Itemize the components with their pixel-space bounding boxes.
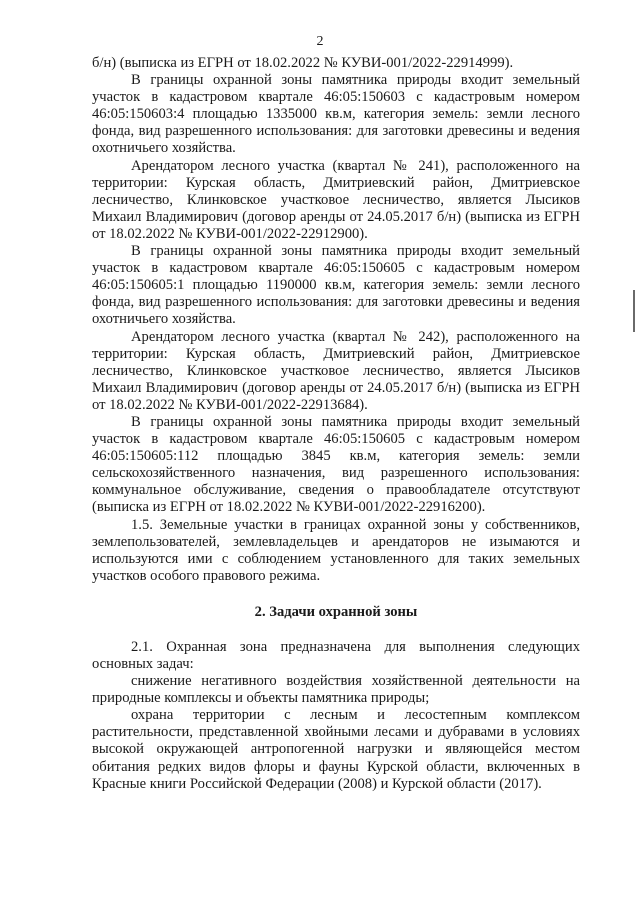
page-number: 2 (316, 34, 324, 49)
section-heading: 2. Задачи охранной зоны (254, 603, 418, 620)
paragraph-continuation: б/н) (выписка из ЕГРН от 18.02.2022 № КУВИ-001/2022-22914999). (92, 55, 514, 71)
paragraph-land-plot-150605-112: В границы охранной зоны памятника природы входит земельный участок в кадастровом квартале 46:05:150605 с кадастровым номером 46:05:150605:112 площадью 3845 кв.м, категория земель: земли сельскохозяйственного назначения, вид разрешенного использования: коммунальное обслуживание, сведения о правообладателе отсутствуют (выписка из ЕГРН от 18.02.2022 № КУВИ-001/2022-22916200). (92, 413, 580, 516)
paragraph-tenant-quarter-241: Арендатором лесного участка (квартал № 241), расположенного на территории: Курская область, Дмитриевский район, Дмитриевское лесничество, Клинковское участковое лесничество, является Лысиков Михаил Владимирович (договор аренды от 24.05.2017 б/н) (выписка из ЕГРН от 18.02.2022 № КУВИ-001/2022-22912900). (92, 157, 580, 242)
paragraph-task-protection: охрана территории с лесным и лесостепным комплексом растительности, представленной хвойными лесами и дубравами в условиях высокой окружающей антропогенной нагрузки и являющейся местом обитания редких видов флоры и фауны Курской области, включенных в Красные книги Российской Федерации (2008) и Курской области (2017). (92, 707, 580, 792)
document-body (92, 55, 580, 793)
paragraph-clause-1-5: 1.5. Земельные участки в границах охранной зоны у собственников, землепользователей, землевладельцев и арендаторов не изымаются и используются ими с соблюдением установленного для таких земельных участков особого правового режима. (92, 516, 580, 584)
paragraph-clause-2-1: 2.1. Охранная зона предназначена для выполнения следующих основных задач: (92, 638, 580, 672)
paragraph-land-plot-150603: В границы охранной зоны памятника природы входит земельный участок в кадастровом квартале 46:05:150603 с кадастровым номером 46:05:150603:4 площадью 1335000 кв.м, категория земель: земли лесного фонда, вид разрешенного использования: для заготовки древесины и ведения охотничьего хозяйства. (92, 72, 580, 157)
paragraph-task-reduce-impact: снижение негативного воздействия хозяйственной деятельности на природные комплексы и объекты памятника природы; (92, 673, 580, 707)
scan-edge-mark (633, 290, 635, 332)
paragraph-tenant-quarter-242: Арендатором лесного участка (квартал № 242), расположенного на территории: Курская область, Дмитриевский район, Дмитриевское лесничество, Клинковское участковое лесничество, является Лысиков Михаил Владимирович (договор аренды от 24.05.2017 б/н) (выписка из ЕГРН от 18.02.2022 № КУВИ-001/2022-22913684). (92, 328, 580, 413)
paragraph-land-plot-150605-1: В границы охранной зоны памятника природы входит земельный участок в кадастровом квартале 46:05:150605 с кадастровым номером 46:05:150605:1 площадью 1190000 кв.м, категория земель: земли лесного фонда, вид разрешенного использования: для заготовки древесины и ведения охотничьего хозяйства. (92, 243, 580, 328)
